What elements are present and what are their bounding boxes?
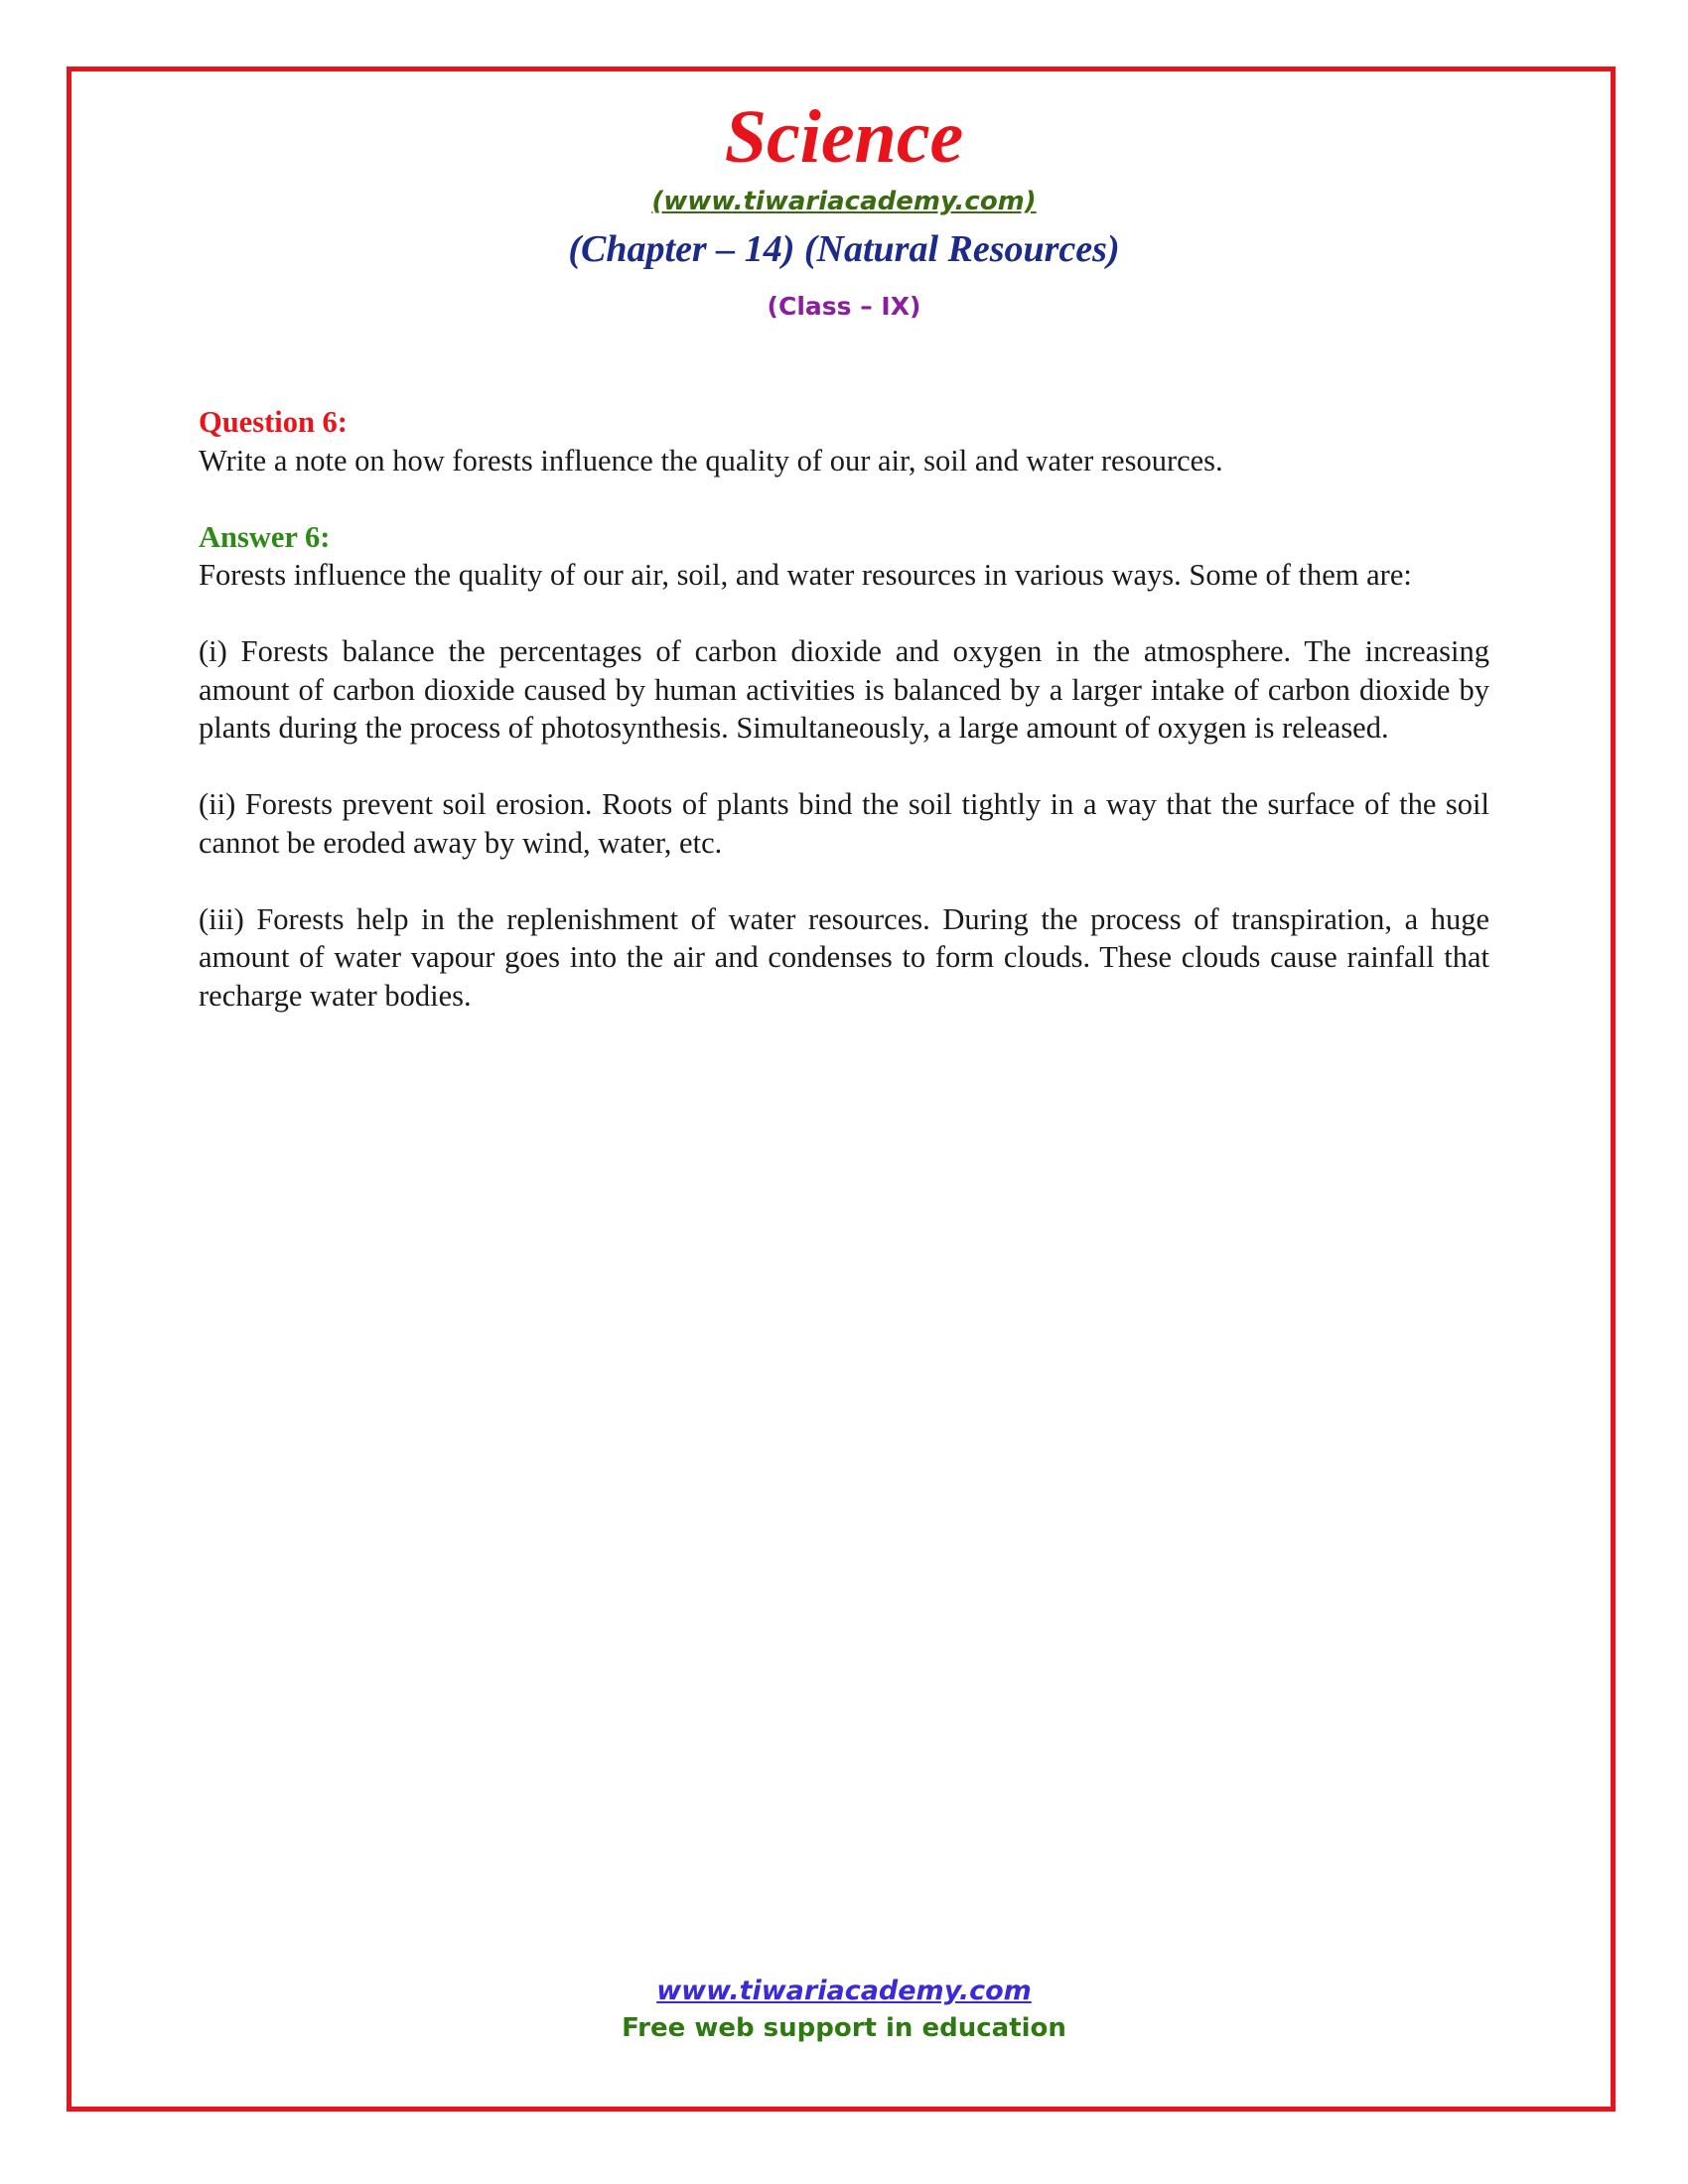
- footer-tagline: Free web support in education: [622, 2013, 1066, 2043]
- subject-title: Science: [724, 95, 964, 179]
- answer-intro: Forests influence the quality of our air, soil, and water resources in various ways. Some of them are:: [199, 558, 1412, 592]
- footer-website-link[interactable]: www.tiwariacademy.com: [656, 1976, 1032, 2006]
- class-label: (Class – IX): [767, 292, 921, 321]
- page-border: [67, 67, 1616, 2112]
- answer-heading: Answer 6:: [199, 519, 331, 554]
- answer-point-2: (ii) Forests prevent soil erosion. Roots of plants bind the soil tightly in a way that the surface of the soil cannot be eroded away by wind, water, etc.: [199, 787, 1489, 860]
- answer-point-3: (iii) Forests help in the replenishment of water resources. During the process of transpiration, a huge amount of water vapour goes into the air and condenses to form clouds. These clouds cause rainfall that recharge water bodies.: [199, 901, 1489, 1013]
- website-link-top-text[interactable]: (www.tiwariacademy.com): [651, 187, 1037, 216]
- answer-point-1: (i) Forests balance the percentages of carbon dioxide and oxygen in the atmosphere. The increasing amount of carbon dioxide caused by human activities is balanced by a larger intake of carbon dioxide by plants during the process of photosynthesis. Simultaneously, a large amount of oxygen is released.: [199, 634, 1489, 745]
- question-text: Write a note on how forests influence the quality of our air, soil and water resources.: [199, 443, 1223, 478]
- chapter-title: (Chapter – 14) (Natural Resources): [568, 228, 1120, 270]
- website-link-top[interactable]: [0, 189, 1688, 214]
- question-heading: Question 6:: [199, 405, 348, 439]
- main-content: [199, 403, 1489, 1015]
